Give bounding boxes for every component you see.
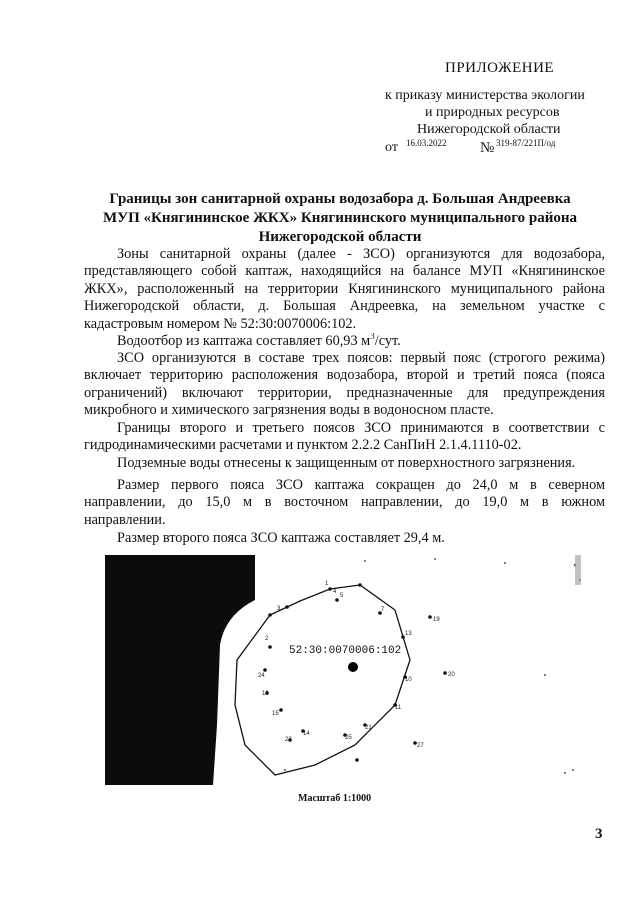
point-label: 23 (285, 737, 292, 743)
point-label: 11 (395, 705, 402, 711)
number-label: № (480, 140, 495, 156)
text-line: включает территорию расположения водозабора, второй и третий пояса (пояса (84, 367, 605, 384)
text-line (84, 333, 605, 350)
paragraph-groundwater (84, 455, 605, 472)
paragraph-water-intake (84, 333, 605, 350)
appendix-title: ПРИЛОЖЕНИЕ (445, 60, 555, 76)
map-scale: Масштаб 1:1000 (298, 793, 372, 804)
point-label: 2 (265, 636, 269, 642)
point-label: 24 (258, 673, 265, 679)
page-number: 3 (595, 826, 603, 842)
paragraph-belts (84, 350, 605, 420)
text-line: Нижегородской области, д. Большая Андреевка, на земельном участке с (84, 298, 605, 315)
point-label: 19 (433, 617, 440, 623)
sanitary-zone-boundary (235, 585, 410, 775)
point-label: 25 (345, 735, 352, 741)
paragraph-boundaries (84, 420, 605, 455)
appendix-line-2: и природных ресурсов (425, 105, 560, 120)
point-label: 20 (448, 672, 455, 678)
map-noise (284, 558, 581, 774)
point-label: 21 (365, 725, 372, 731)
point-label: 3 (277, 606, 281, 612)
survey-points (263, 583, 447, 762)
point-label: 5 (340, 593, 344, 599)
point-label: 15 (272, 711, 279, 717)
intake-unit-sup: 3 (370, 333, 375, 342)
text-line: направлении, до 15,0 м в восточном направлении, до 19,0 м в южном (84, 494, 605, 511)
text-line: ЖКХ», расположенный на территории Княгининского муниципального района (84, 280, 605, 297)
point-label: 27 (417, 743, 424, 749)
text-line: ограничений) включают территории, предназначенные для предупреждения (84, 384, 605, 401)
document-heading-line-2: МУП «Княгининское ЖКХ» Княгининского муниципального района (102, 210, 578, 226)
point-label: 7 (381, 607, 385, 613)
map-dark-area (105, 555, 255, 785)
date-from-label: от (385, 140, 398, 155)
text-line: Размер второго пояса ЗСО каптажа составляет 29,4 м. (117, 530, 445, 546)
text-line: микробного и химического загрязнения воды в водоносном пласте. (84, 402, 494, 419)
paragraph-zso-definition (84, 246, 605, 333)
order-number: 319-87/221П/од (496, 138, 556, 148)
paragraph-second-belt-size (84, 530, 605, 547)
paragraph-first-belt-size (84, 477, 605, 529)
appendix-line-3: Нижегородской области (417, 122, 561, 137)
intake-unit-tail: /сут. (374, 333, 401, 349)
text-line: направлении. (84, 511, 166, 528)
text-line: гидродинамическими расчетами и пунктом 2.2.2 СанПиН 2.1.4.1110-02. (84, 437, 522, 454)
text-line: ЗСО организуются в составе трех поясов: первый пояс (строгого режима) (117, 350, 605, 366)
zso-boundary-map (105, 555, 600, 785)
point-label: 4 (333, 589, 337, 595)
document-heading-line-3: Нижегородской области (258, 229, 422, 245)
text-line: представляющего собой каптаж, находящийся на балансе МУП «Княгининское (84, 263, 605, 280)
intake-text: Водоотбор из каптажа составляет 60,93 м (117, 333, 371, 349)
text-line: Размер первого пояса ЗСО каптажа сокращен до 24,0 м в северном (117, 477, 605, 493)
appendix-line-1: к приказу министерства экологии (385, 88, 585, 103)
point-label: 13 (405, 631, 412, 637)
water-intake-point (348, 662, 358, 672)
text-line: Подземные воды отнесены к защищенным от поверхностного загрязнения. (117, 455, 576, 471)
document-heading-line-1: Границы зон санитарной охраны водозабора д. Большая Андреевка (109, 191, 571, 207)
parcel-cadastral-label: 52:30:0070006:102 (289, 645, 402, 657)
point-label: 16 (262, 691, 269, 697)
text-line: Границы второго и третьего поясов ЗСО принимаются в соответствии с (117, 420, 605, 436)
point-label: 10 (405, 677, 412, 683)
text-line: Зоны санитарной охраны (далее - ЗСО) организуются для водозабора, (117, 246, 605, 262)
order-date: 16.03.2022 (406, 138, 447, 148)
point-label: 14 (303, 731, 310, 737)
text-line: кадастровым номером № 52:30:0070006:102. (84, 315, 357, 332)
point-label: 1 (325, 581, 329, 587)
